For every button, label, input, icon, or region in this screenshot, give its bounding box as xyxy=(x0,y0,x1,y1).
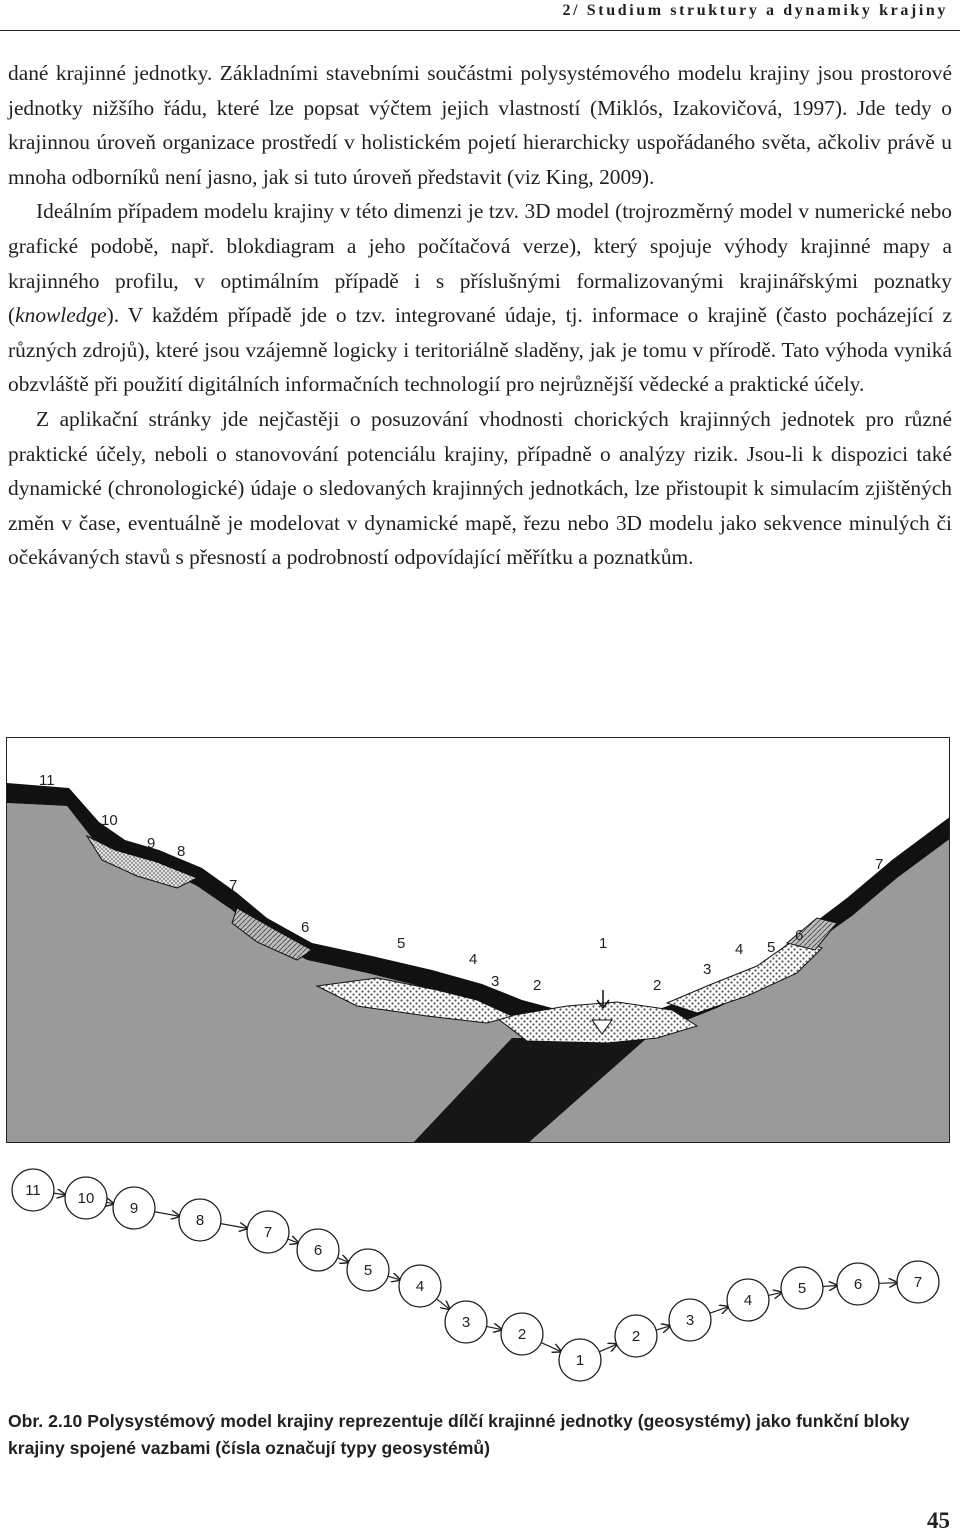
profile-label-2-left: 2 xyxy=(533,977,542,994)
profile-label-4-right: 4 xyxy=(735,941,744,958)
network-link xyxy=(710,1307,728,1313)
network-link xyxy=(823,1285,837,1286)
running-header-title: 2/ Studium struktury a dynamiky krajiny xyxy=(562,2,948,19)
profile-label-1: 1 xyxy=(599,935,608,952)
network-node-label: 3 xyxy=(461,1314,471,1331)
network-link xyxy=(656,1326,670,1330)
profile-label-10: 10 xyxy=(101,812,118,829)
profile-label-5-left: 5 xyxy=(397,935,406,952)
network-node-label: 5 xyxy=(363,1262,373,1279)
network-nodes xyxy=(12,1169,939,1381)
network-node-label: 7 xyxy=(913,1274,923,1291)
profile-label-7-right: 7 xyxy=(875,856,884,873)
header-rule xyxy=(0,30,960,31)
paragraph-2 xyxy=(8,194,952,402)
paragraph-2-tail: ). V každém případě jde o tzv. integrované údaje, tj. informace o krajině (často pocházející z různých zdrojů), které jsou vzájemně logicky i teritoriálně sladěny, jak je tomu v přírodě. Tato výhoda vyniká obzvláště při použití digitálních informačních technologií pro nejrůznější vědecké a praktické účely. xyxy=(8,303,952,397)
network-link xyxy=(487,1326,502,1329)
network-link xyxy=(54,1193,65,1195)
network-link xyxy=(541,1343,561,1352)
network-link xyxy=(221,1224,248,1229)
profile-label-3-left: 3 xyxy=(491,973,500,990)
paragraph-3: Z aplikační stránky jde nejčastěji o posuzování vhodnosti chorických krajinných jednotek pro různé praktické účely, neboli o stanovování potenciálu krajiny, případně o analýzy rizik. Jsou-li k dispozici také dynamické (chronologické) údaje o sledovaných krajinných jednotkách, lze přistoupit k simulacím zjištěných změn v čase, eventuálně je modelovat v dynamické mapě, řezu nebo 3D modelu jako sekvence minulých či očekávaných stavů s přesností a podrobností odpovídající měřítku a poznatkům. xyxy=(8,406,952,570)
landscape-profile-diagram xyxy=(7,738,950,1143)
network-link xyxy=(337,1258,348,1262)
profile-label-5-right: 5 xyxy=(767,939,776,956)
network-link xyxy=(107,1202,114,1203)
geosystem-network xyxy=(0,1160,960,1390)
knowledge-term: knowledge xyxy=(15,303,107,328)
network-link xyxy=(437,1299,450,1309)
profile-label-4-left: 4 xyxy=(469,951,478,968)
profile-label-11: 11 xyxy=(39,772,55,789)
profile-label-3-right: 3 xyxy=(703,961,712,978)
network-node-label: 6 xyxy=(853,1276,863,1293)
page-number: 45 xyxy=(927,1508,950,1533)
network-node-label: 5 xyxy=(797,1280,807,1297)
network-link xyxy=(599,1344,616,1351)
figure-caption: Obr. 2.10 Polysystémový model krajiny reprezentuje dílčí krajinné jednotky (geosystémy) jako funkční bloky krajiny spojené vazbami (čísla označují typy geosystémů) xyxy=(8,1411,910,1458)
network-node-label: 6 xyxy=(313,1242,323,1259)
network-link xyxy=(288,1239,298,1243)
network-link xyxy=(155,1212,180,1216)
network-link xyxy=(879,1283,897,1284)
landscape-profile-figure xyxy=(6,737,950,1143)
network-node-label: 3 xyxy=(685,1312,695,1329)
network-link xyxy=(768,1293,781,1296)
network-node-label: 8 xyxy=(195,1212,205,1229)
network-node-label: 1 xyxy=(575,1352,585,1369)
profile-label-2-right: 2 xyxy=(653,977,662,994)
profile-label-9: 9 xyxy=(147,835,156,852)
network-link xyxy=(388,1276,400,1280)
network-node-label: 10 xyxy=(77,1190,95,1207)
network-node-label: 4 xyxy=(743,1292,753,1309)
network-node-label: 2 xyxy=(631,1328,641,1345)
network-node-label: 9 xyxy=(129,1200,139,1217)
profile-label-8: 8 xyxy=(177,843,186,860)
profile-label-6-right: 6 xyxy=(795,927,804,944)
paragraph-1: dané krajinné jednotky. Základními stavebními součástmi polysystémového modelu krajiny jsou prostorové jednotky nižšího řádu, které lze popsat výčtem jejich vlastností (Miklós, Izakovičová, 1997). Jde tedy o krajinnou úroveň organizace prostředí v holistickém pojetí hierarchicky uspořádaného světa, ačkoliv právě u mnoha odborníků není jasno, jak si tuto úroveň představit (viz King, 2009). xyxy=(8,61,952,189)
network-node-label: 11 xyxy=(25,1182,41,1199)
body-text xyxy=(8,56,952,575)
network-node-label: 7 xyxy=(263,1224,273,1241)
network-node-label: 2 xyxy=(517,1326,527,1343)
running-header xyxy=(0,0,960,30)
paragraph-2-lead: Ideálním případem modelu krajiny v této dimenzi je tzv. 3D model (trojrozměrný model v numerické nebo grafické podobě, např. blokdiagram a jeho počítačová verze), který spojuje výhody krajinné mapy a krajinného profilu, v optimálním případě i s příslušnými formalizovanými krajinářskými poznatky ( xyxy=(8,199,952,328)
profile-label-6-left: 6 xyxy=(301,919,310,936)
geosystem-network-diagram xyxy=(0,1160,960,1390)
profile-label-7-left: 7 xyxy=(229,877,238,894)
network-node-label: 4 xyxy=(415,1278,425,1295)
